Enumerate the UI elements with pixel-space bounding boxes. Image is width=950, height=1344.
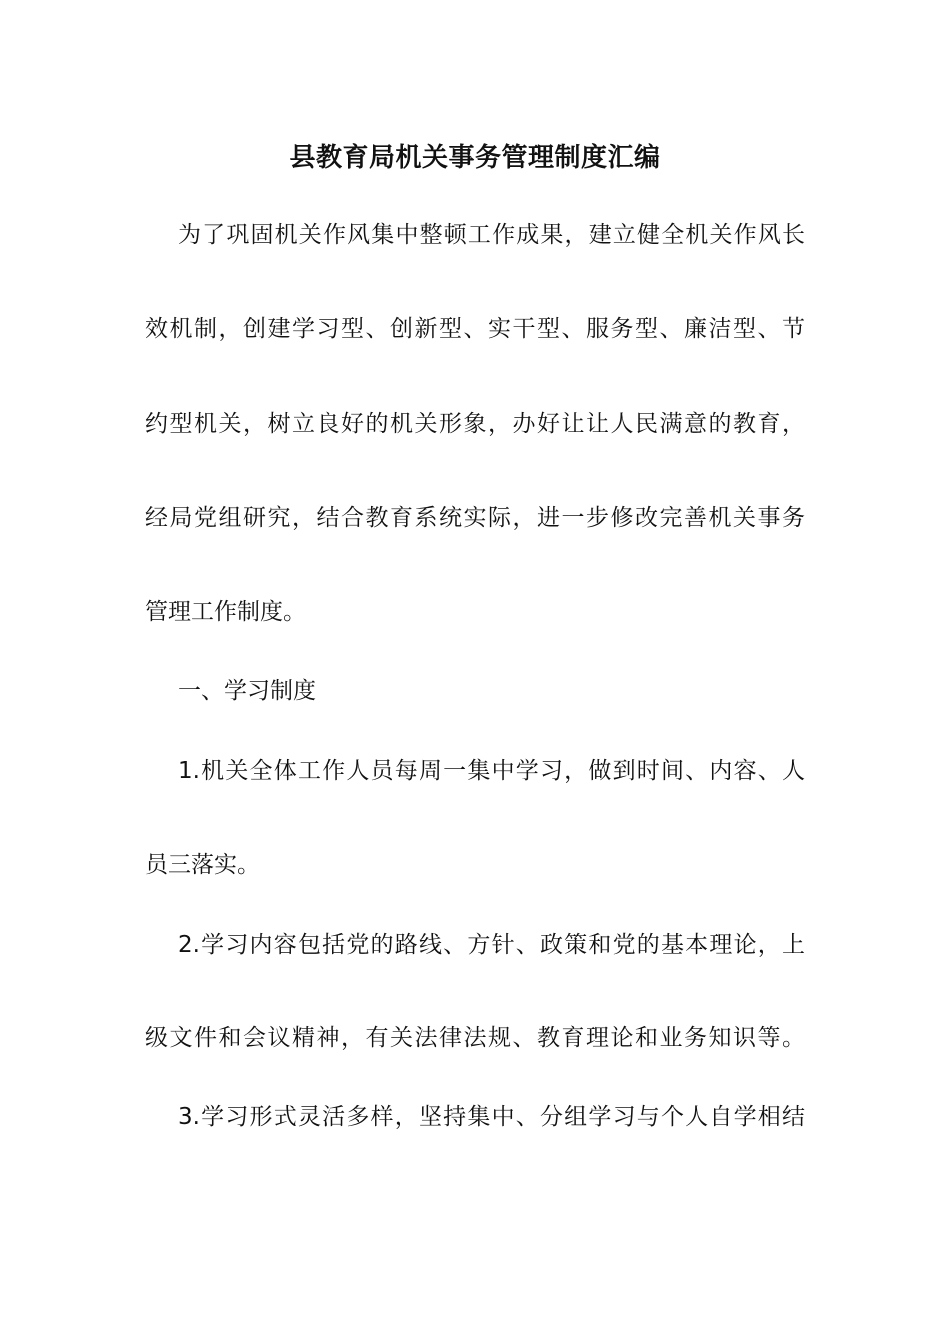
- document-title: 县教育局机关事务管理制度汇编: [289, 143, 661, 173]
- section-heading: 一、学习制度: [178, 678, 316, 704]
- paragraph-line: 管理工作制度。: [145, 599, 306, 625]
- paragraph-line: 约型机关，树立良好的机关形象，办好让让人民满意的教育，: [145, 411, 805, 437]
- paragraph-line: 经局党组研究，结合教育系统实际，进一步修改完善机关事务: [145, 505, 805, 531]
- list-item-line: 员三落实。: [145, 852, 260, 878]
- list-item-line: 2.学习内容包括党的路线、方针、政策和党的基本理论，上: [178, 932, 805, 958]
- paragraph-line: 效机制，创建学习型、创新型、实干型、服务型、廉洁型、节: [145, 316, 805, 342]
- list-item-line: 3.学习形式灵活多样，坚持集中、分组学习与个人自学相结: [178, 1104, 805, 1130]
- list-item-line: 级文件和会议精神，有关法律法规、教育理论和业务知识等。: [145, 1025, 805, 1051]
- paragraph-line: 为了巩固机关作风集中整顿工作成果，建立健全机关作风长: [178, 222, 805, 248]
- list-item-line: 1.机关全体工作人员每周一集中学习，做到时间、内容、人: [178, 758, 805, 784]
